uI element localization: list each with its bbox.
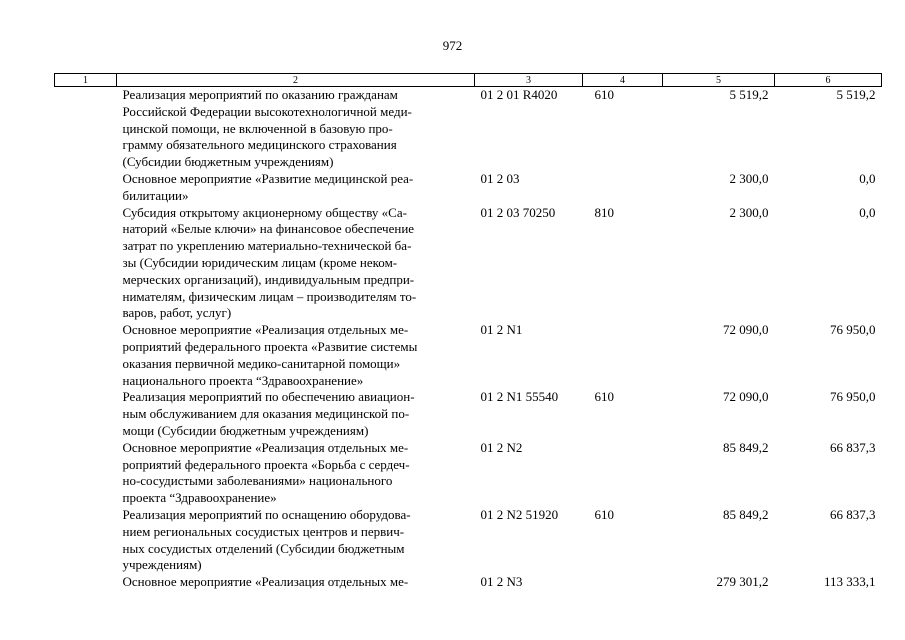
budget-table: [54, 73, 882, 591]
row-type-cell: [583, 171, 663, 205]
row-name-cell: [117, 574, 475, 591]
row-name-line: проекта “Здравоохранение»: [122, 490, 277, 506]
row-type-cell: [583, 574, 663, 591]
header-cell-5: 5: [663, 74, 775, 87]
row-number-cell: [55, 389, 117, 439]
row-name-line: наторий «Белые ключи» на финансовое обеспечение: [122, 221, 415, 237]
row-name-line: Реализация мероприятий по оснащению оборудова-: [122, 506, 411, 522]
row-name-line: нимателям, физическим лицам – производителям то-: [122, 288, 417, 304]
table-row: [55, 87, 882, 171]
header-cell-1: 1: [55, 74, 117, 87]
row-name-line: мерческих организаций), индивидуальным предпри-: [122, 271, 415, 287]
row-name-cell: [117, 205, 475, 323]
row-sum-2021-cell: 113 333,1: [823, 574, 876, 590]
row-name-cell: [117, 87, 475, 171]
row-name-cell: [117, 440, 475, 507]
table-row: [55, 507, 882, 574]
row-name-line: (Субсидии бюджетным учреждениям): [122, 154, 334, 170]
row-name-line: роприятий федерального проекта «Борьба с сердеч-: [122, 456, 410, 472]
page-number: 972: [442, 38, 463, 53]
row-name-line: учреждениям): [122, 557, 202, 573]
row-name-line: национального проекта “Здравоохранение»: [122, 372, 364, 388]
row-name-line: Реализация мероприятий по обеспечению авиацион-: [122, 389, 415, 405]
row-sum-2020-cell: 72 090,0: [723, 389, 769, 405]
row-sum-2021-cell: 76 950,0: [830, 389, 876, 405]
row-type-cell: 610: [594, 389, 614, 405]
table-body: [55, 87, 882, 591]
row-name-line: нием региональных сосудистых центров и первич-: [122, 523, 405, 539]
row-code-cell: 01 2 03 70250: [480, 204, 556, 220]
row-name-line: зы (Субсидии юридическим лицам (кроме неком-: [122, 254, 398, 270]
row-name-line: Основное мероприятие «Реализация отдельных ме-: [122, 322, 409, 338]
row-name-line: варов, работ, услуг): [122, 305, 232, 321]
row-sum-2021-cell: 76 950,0: [830, 322, 876, 338]
row-sum-2021-cell: 0,0: [859, 170, 876, 186]
row-name-line: но-сосудистыми заболеваниями» национального: [122, 473, 393, 489]
row-name-line: роприятий федерального проекта «Развитие системы: [122, 338, 418, 354]
row-sum-2020-cell: 279 301,2: [716, 574, 769, 590]
row-name-line: Основное мероприятие «Реализация отдельных ме-: [122, 439, 409, 455]
table-row: [55, 171, 882, 205]
row-code-cell: 01 2 N3: [480, 574, 523, 590]
row-sum-2020-cell: 85 849,2: [723, 439, 769, 455]
row-name-line: Основное мероприятие «Развитие медицинской реа-: [122, 170, 414, 186]
table-row: [55, 322, 882, 389]
row-sum-2020-cell: 5 519,2: [729, 87, 769, 102]
row-number-cell: [55, 440, 117, 507]
row-sum-2021-cell: 5 519,2: [836, 87, 876, 102]
row-number-cell: [55, 87, 117, 171]
header-cell-4: 4: [583, 74, 663, 87]
row-code-cell: 01 2 03: [480, 170, 520, 186]
table-row: [55, 440, 882, 507]
header-row: [55, 74, 882, 87]
row-name-line: ным обслуживанием для оказания медицинской по-: [122, 406, 410, 422]
row-name-cell: [117, 171, 475, 205]
row-sum-2021-cell: 66 837,3: [830, 439, 876, 455]
row-name-cell: [117, 322, 475, 389]
row-sum-2021-cell: 0,0: [859, 204, 876, 220]
row-name-line: Российской Федерации высокотехнологичной меди-: [122, 103, 412, 119]
row-code-cell: 01 2 N2 51920: [480, 506, 559, 522]
row-type-cell: 610: [594, 506, 614, 522]
row-sum-2020-cell: 2 300,0: [729, 170, 769, 186]
row-number-cell: [55, 322, 117, 389]
row-code-cell: 01 2 N2: [480, 439, 523, 455]
row-name-line: Субсидия открытому акционерному обществу «Са-: [122, 204, 407, 220]
header-cell-2: 2: [117, 74, 475, 87]
row-sum-2021-cell: 66 837,3: [830, 506, 876, 522]
table-row: [55, 574, 882, 591]
row-name-line: цинской помощи, не включенной в базовую про-: [122, 120, 393, 136]
row-name-line: Основное мероприятие «Реализация отдельных ме-: [122, 574, 409, 590]
row-number-cell: [55, 171, 117, 205]
row-code-cell: 01 2 N1 55540: [480, 389, 559, 405]
row-name-line: мощи (Субсидии бюджетным учреждениям): [122, 422, 369, 438]
table-row: [55, 389, 882, 439]
row-number-cell: [55, 205, 117, 323]
row-name-cell: [117, 389, 475, 439]
row-name-line: билитации»: [122, 187, 189, 203]
row-number-cell: [55, 574, 117, 591]
row-type-cell: 810: [594, 204, 614, 220]
row-code-cell: 01 2 01 R4020: [480, 87, 558, 102]
row-sum-2020-cell: 72 090,0: [723, 322, 769, 338]
row-name-line: затрат по укреплению материально-технической ба-: [122, 238, 412, 254]
header-cell-6: 6: [775, 74, 882, 87]
row-sum-2020-cell: 2 300,0: [729, 204, 769, 220]
row-code-cell: 01 2 N1: [480, 322, 523, 338]
row-name-line: ных сосудистых отделений (Субсидии бюджетным: [122, 540, 405, 556]
row-type-cell: [583, 322, 663, 389]
row-name-line: оказания первичной медико-санитарной помощи»: [122, 355, 401, 371]
row-type-cell: [583, 440, 663, 507]
table-header: [55, 74, 882, 87]
row-type-cell: 610: [594, 87, 614, 102]
row-name-line: Реализация мероприятий по оказанию гражданам: [122, 87, 398, 102]
row-number-cell: [55, 507, 117, 574]
header-cell-3: 3: [475, 74, 583, 87]
row-sum-2020-cell: 85 849,2: [723, 506, 769, 522]
row-name-line: грамму обязательного медицинского страхования: [122, 137, 397, 153]
row-name-cell: [117, 507, 475, 574]
table-row: [55, 205, 882, 323]
